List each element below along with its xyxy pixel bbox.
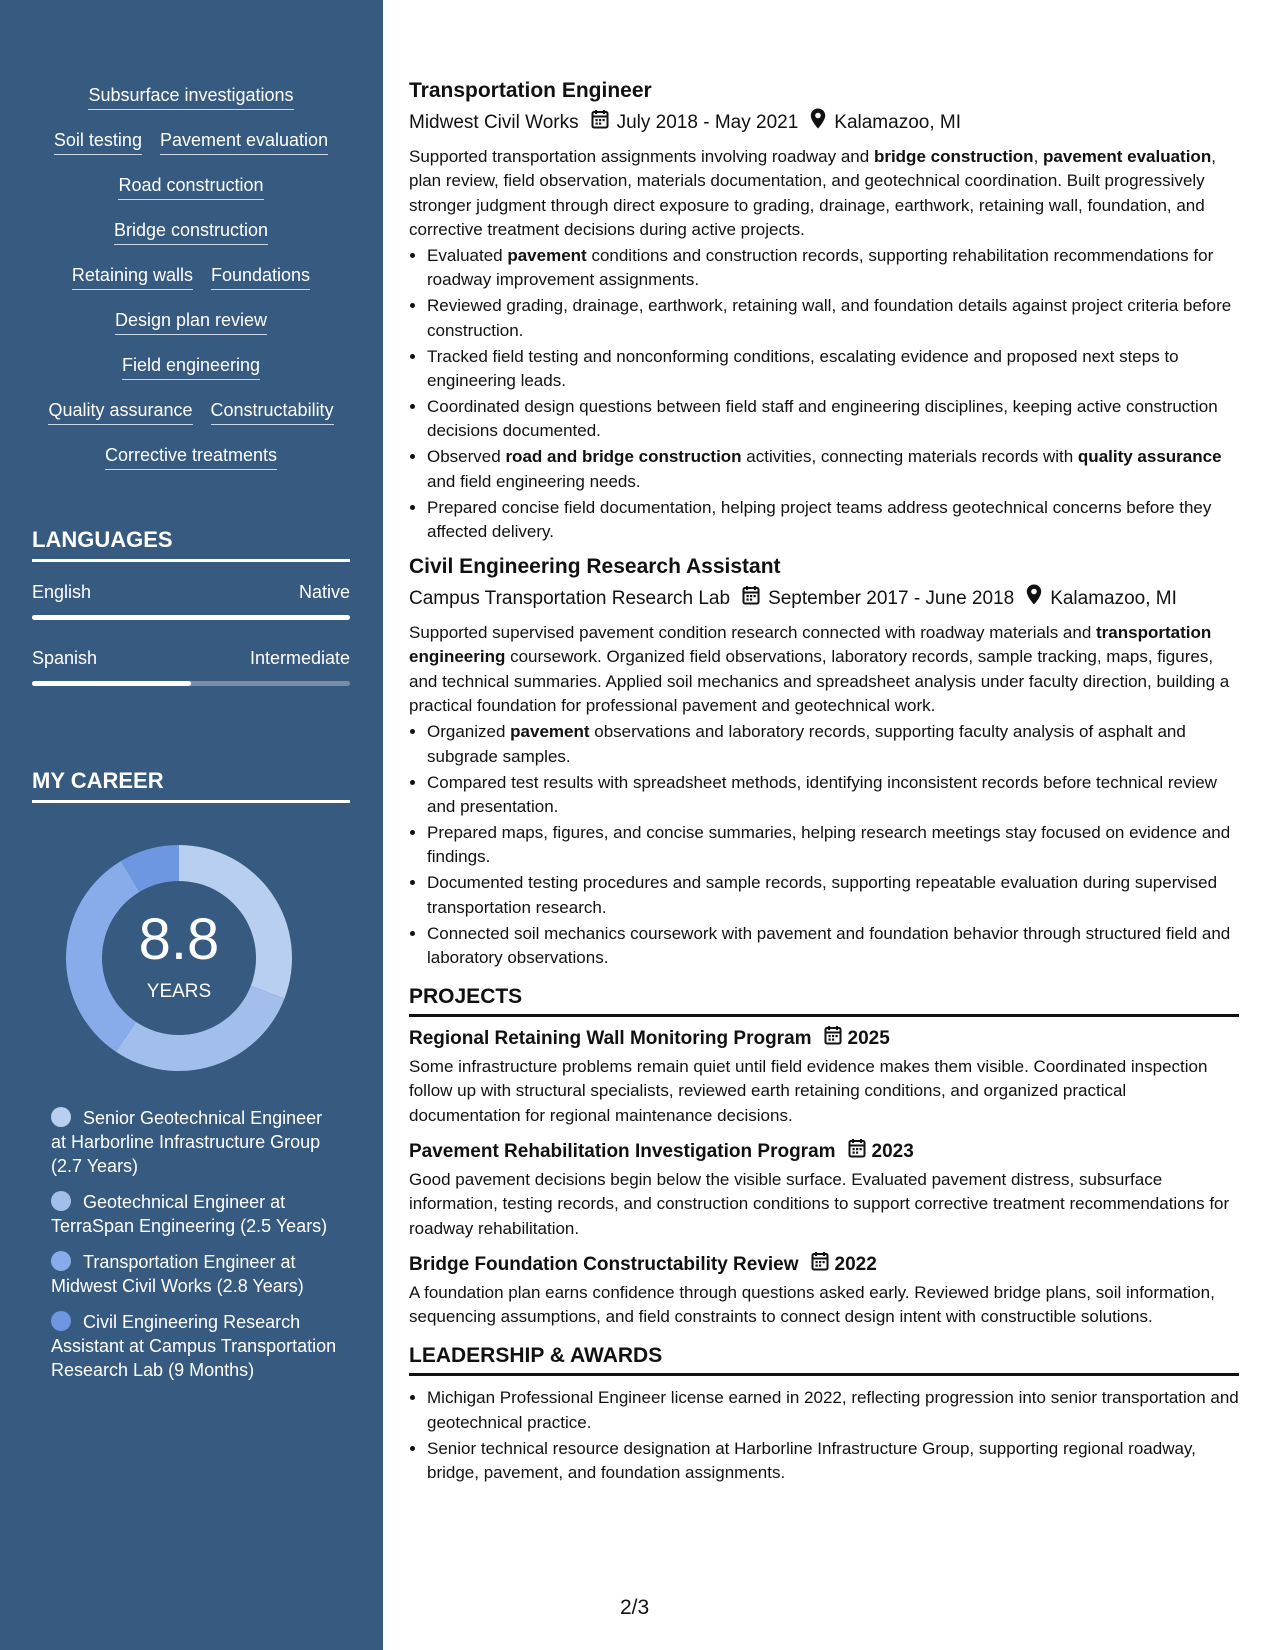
job-location: Kalamazoo, MI [834, 111, 962, 133]
project-year: 2023 [871, 1140, 914, 1162]
location-pin-icon [1026, 584, 1042, 613]
language-item [32, 582, 350, 620]
career-years-unit: YEARS [146, 981, 212, 1002]
leadership-list [409, 1386, 1239, 1485]
projects-list [409, 1025, 1239, 1329]
career-heading: MY CAREER [32, 768, 350, 803]
leadership-heading: LEADERSHIP & AWARDS [409, 1343, 1239, 1376]
job-meta [409, 584, 1239, 613]
legend-dot [51, 1311, 71, 1331]
job-dates: July 2018 - May 2021 [616, 111, 799, 133]
languages-heading: LANGUAGES [32, 527, 350, 562]
project-entry [409, 1138, 1239, 1241]
skill-tag: Field engineering [122, 356, 260, 380]
career-legend-item [51, 1106, 341, 1178]
language-name: Spanish [32, 648, 98, 668]
calendar-icon [824, 1025, 842, 1053]
location-pin-icon [810, 108, 826, 137]
career-legend-item [51, 1190, 341, 1238]
skill-tag: Quality assurance [48, 401, 192, 425]
career-legend-label: Civil Engineering Research Assistant at Campus Transportation Research Lab (9 Months) [51, 1312, 337, 1380]
project-title-row [409, 1025, 1239, 1053]
calendar-icon [742, 585, 760, 613]
language-level-bar [32, 681, 350, 686]
job-bullet: • Organized pavement observations and laboratory records, supporting faculty analysis of asphalt and subgrade samples. [427, 720, 1239, 769]
experience-list [409, 78, 1239, 970]
skill-row [32, 401, 350, 446]
skill-tag: Bridge construction [114, 221, 268, 245]
job-company: Campus Transportation Research Lab [409, 587, 731, 609]
job-company: Midwest Civil Works [409, 111, 579, 133]
legend-dot [51, 1251, 71, 1271]
job-meta [409, 108, 1239, 137]
career-legend [51, 1106, 341, 1394]
skill-row [32, 131, 350, 176]
language-level-fill [32, 615, 350, 620]
project-title: Bridge Foundation Constructability Review [409, 1253, 799, 1275]
language-level: Native [298, 582, 350, 602]
legend-dot [51, 1191, 71, 1211]
skill-row [32, 356, 350, 401]
project-year: 2022 [834, 1253, 877, 1275]
job-location: Kalamazoo, MI [1050, 587, 1177, 609]
job-bullet: • Observed road and bridge construction activities, connecting materials records with quality assurance and field engineering needs. [427, 445, 1239, 494]
job-bullet: • Reviewed grading, drainage, earthwork, retaining wall, and foundation details against project criteria before construction. [427, 294, 1239, 343]
leadership-item: • Michigan Professional Engineer license earned in 2022, reflecting progression into senior transportation and geotechnical practice. [427, 1386, 1239, 1435]
skill-row [32, 86, 350, 131]
skill-tag: Foundations [211, 266, 310, 290]
skill-tag: Retaining walls [72, 266, 193, 290]
skill-row [32, 221, 350, 266]
job-bullet: • Connected soil mechanics coursework with pavement and foundation behavior through structured field and laboratory observations. [427, 922, 1239, 971]
skill-tag: Subsurface investigations [88, 86, 293, 110]
skill-row [32, 176, 350, 221]
language-level: Intermediate [249, 648, 350, 668]
projects-heading: PROJECTS [409, 984, 1239, 1017]
skill-row [32, 311, 350, 356]
skill-tag: Design plan review [115, 311, 267, 335]
project-entry [409, 1251, 1239, 1330]
project-title-row [409, 1138, 1239, 1166]
job-bullets [409, 244, 1239, 544]
job-summary: Supported supervised pavement condition research connected with roadway materials and transportation engineering coursework. Organized field observations, laboratory records, sample tracking, maps, figures, and technical summaries. Applied soil mechanics and spreadsheet analysis under faculty direction, building a practical foundation for professional pavement and geotechnical work. [409, 623, 1230, 716]
project-title: Pavement Rehabilitation Investigation Program [409, 1140, 836, 1162]
language-item [32, 648, 350, 686]
main-content [409, 0, 1239, 1487]
career-legend-label: Geotechnical Engineer at TerraSpan Engineering (2.5 Years) [51, 1192, 328, 1236]
project-description: Good pavement decisions begin below the visible surface. Evaluated pavement distress, subsurface information, testing records, and construction conditions to support corrective treatment recommendations for roadway rehabilitation. [409, 1169, 1230, 1238]
project-description: A foundation plan earns confidence through questions asked early. Reviewed bridge plans, soil information, sequencing assumptions, and field constraints to connect design intent with constructible solutions. [409, 1282, 1215, 1327]
skill-tag: Corrective treatments [105, 446, 277, 470]
job-entry [409, 78, 1239, 544]
project-year: 2025 [847, 1028, 890, 1050]
sidebar [0, 0, 383, 1650]
calendar-icon [811, 1251, 829, 1279]
job-bullet: • Tracked field testing and nonconforming conditions, escalating evidence and proposed next steps to engineering leads. [427, 345, 1239, 394]
job-bullet: • Prepared maps, figures, and concise summaries, helping research meetings stay focused on evidence and findings. [427, 821, 1239, 870]
project-title: Regional Retaining Wall Monitoring Program [409, 1028, 812, 1050]
career-legend-item [51, 1310, 341, 1382]
leadership-item: • Senior technical resource designation at Harborline Infrastructure Group, supporting regional roadway, bridge, pavement, and foundation assignments. [427, 1437, 1239, 1486]
job-bullet: • Documented testing procedures and sample records, supporting repeatable evaluation during supervised transportation research. [427, 871, 1239, 920]
language-level-fill [32, 681, 191, 686]
calendar-icon [848, 1138, 866, 1166]
calendar-icon [591, 109, 609, 137]
project-title-row [409, 1251, 1239, 1279]
page-number: 2/3 [620, 1596, 650, 1619]
skill-row [32, 446, 350, 491]
job-bullet: • Prepared concise field documentation, helping project teams address geotechnical concerns before they affected delivery. [427, 496, 1239, 545]
job-dates: September 2017 - June 2018 [768, 587, 1015, 609]
career-legend-label: Senior Geotechnical Engineer at Harborline Infrastructure Group (2.7 Years) [51, 1108, 323, 1176]
legend-dot [51, 1107, 71, 1127]
job-bullet: • Evaluated pavement conditions and construction records, supporting rehabilitation recommendations for roadway improvement assignments. [427, 244, 1239, 293]
skill-tag: Road construction [118, 176, 263, 200]
project-description: Some infrastructure problems remain quiet until field evidence makes them visible. Coordinated inspection follow up with structural specialists, reviewed earth retaining conditions, and organized practical documentation for regional maintenance decisions. [409, 1057, 1208, 1125]
career-legend-item [51, 1250, 341, 1298]
career-legend-label: Transportation Engineer at Midwest Civil Works (2.8 Years) [51, 1252, 304, 1296]
job-summary: Supported transportation assignments involving roadway and bridge construction, pavement evaluation, plan review, field observation, materials documentation, and geotechnical coordination. Built progressively stronger judgment through direct exposure to grading, drainage, earthwork, retaining wall, foundation, and corrective treatment decisions during active projects. [409, 147, 1216, 239]
language-level-bar [32, 615, 350, 620]
language-name: English [32, 582, 92, 602]
job-entry [409, 554, 1239, 970]
skills-list [32, 86, 350, 491]
job-title: Transportation Engineer [409, 79, 652, 102]
job-bullet: • Coordinated design questions between field staff and engineering disciplines, keeping active construction decisions documented. [427, 395, 1239, 444]
career-donut-chart [66, 845, 292, 1071]
career-total-years: 8.8 [138, 907, 220, 972]
job-bullet: • Compared test results with spreadsheet methods, identifying inconsistent records before technical review and presentation. [427, 771, 1239, 820]
job-title: Civil Engineering Research Assistant [409, 555, 781, 579]
skill-tag: Constructability [211, 401, 334, 425]
skill-tag: Pavement evaluation [160, 131, 328, 155]
project-entry [409, 1025, 1239, 1128]
job-bullets [409, 720, 1239, 970]
skill-row [32, 266, 350, 311]
skill-tag: Soil testing [54, 131, 142, 155]
